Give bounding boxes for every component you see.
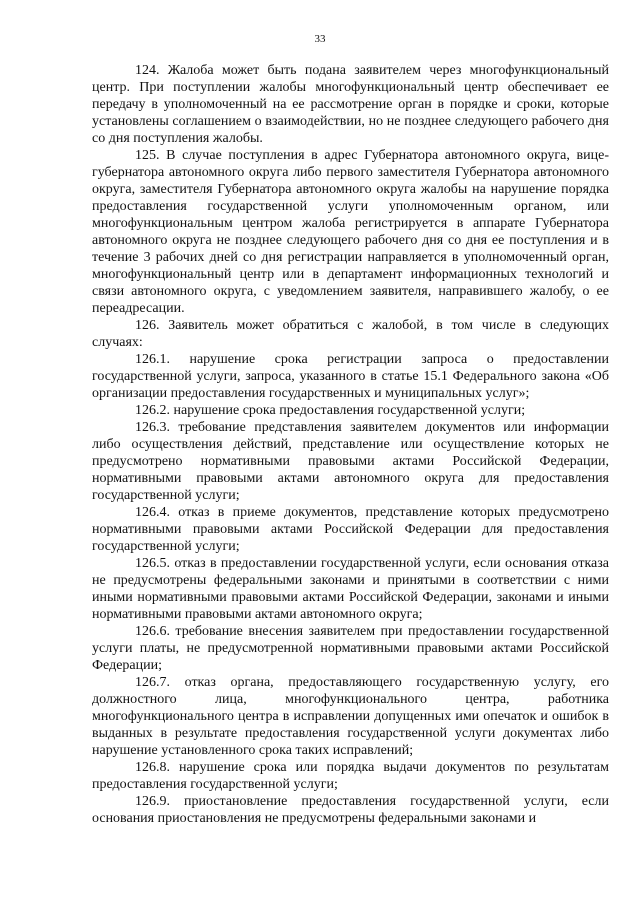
paragraph-124: 124. Жалоба может быть подана заявителем через многофункциональный центр. При поступлении жалобы многофункциональный центр обеспечивает ее передачу в уполномоченный на ее рассмотрение орган в порядке и сроки, которые установлены соглашением о взаимодействии, но не позднее следующего рабочего дня со дня поступления жалобы. [92, 63, 609, 146]
document-body [92, 62, 609, 827]
paragraph-126: 126. Заявитель может обратиться с жалобой, в том числе в следующих случаях: [92, 318, 609, 350]
page-number: 33 [314, 33, 326, 45]
paragraph-126-9: 126.9. приостановление предоставления государственной услуги, если основания приостановления не предусмотрены федеральными законами и [92, 794, 609, 826]
paragraph-126-8: 126.8. нарушение срока или порядка выдачи документов по результатам предоставления государственной услуги; [92, 760, 609, 792]
paragraph-126-2: 126.2. нарушение срока предоставления государственной услуги; [135, 403, 526, 418]
paragraph-126-5: 126.5. отказ в предоставлении государственной услуги, если основания отказа не предусмотрены федеральными законами и принятыми в соответствии с ними иными нормативными правовыми актами Российской Федерации, законами и иными нормативными правовыми актами автономного округа; [92, 556, 609, 622]
paragraph-126-4: 126.4. отказ в приеме документов, представление которых предусмотрено нормативными правовыми актами Российской Федерации для предоставления государственной услуги; [92, 505, 609, 554]
paragraph-126-6: 126.6. требование внесения заявителем при предоставлении государственной услуги платы, не предусмотренной нормативными правовыми актами Российской Федерации; [92, 624, 609, 673]
paragraph-126-3: 126.3. требование представления заявителем документов или информации либо осуществления действий, представление или осуществление которых не предусмотрено нормативными правовыми актами Российской Федерации, нормативными правовыми актами автономного округа для предоставления государственной услуги; [92, 420, 609, 503]
paragraph-126-1: 126.1. нарушение срока регистрации запроса о предоставлении государственной услуги, запроса, указанного в статье 15.1 Федерального закона «Об организации предоставления государственных и муниципальных услуг»; [92, 352, 609, 401]
paragraph-126-7: 126.7. отказ органа, предоставляющего государственную услугу, его должностного лица, многофункционального центра, работника многофункционального центра в исправлении допущенных ими опечаток и ошибок в выданных в результате предоставления государственной услуги документах либо нарушение установленного срока таких исправлений; [92, 675, 609, 758]
paragraph-125: 125. В случае поступления в адрес Губернатора автономного округа, вице-губернатора автономного округа либо первого заместителя Губернатора автономного округа, заместителя Губернатора автономного округа жалобы на нарушение порядка предоставления государственной услуги уполномоченным органом, или многофункциональным центром жалоба регистрируется в аппарате Губернатора автономного округа не позднее следующего рабочего дня со дня ее поступления и в течение 3 рабочих дней со дня регистрации направляется в уполномоченный орган, многофункциональный центр или в департамент информационных технологий и связи автономного округа, с уведомлением заявителя, направившего жалобу, о ее переадресации. [92, 148, 609, 316]
